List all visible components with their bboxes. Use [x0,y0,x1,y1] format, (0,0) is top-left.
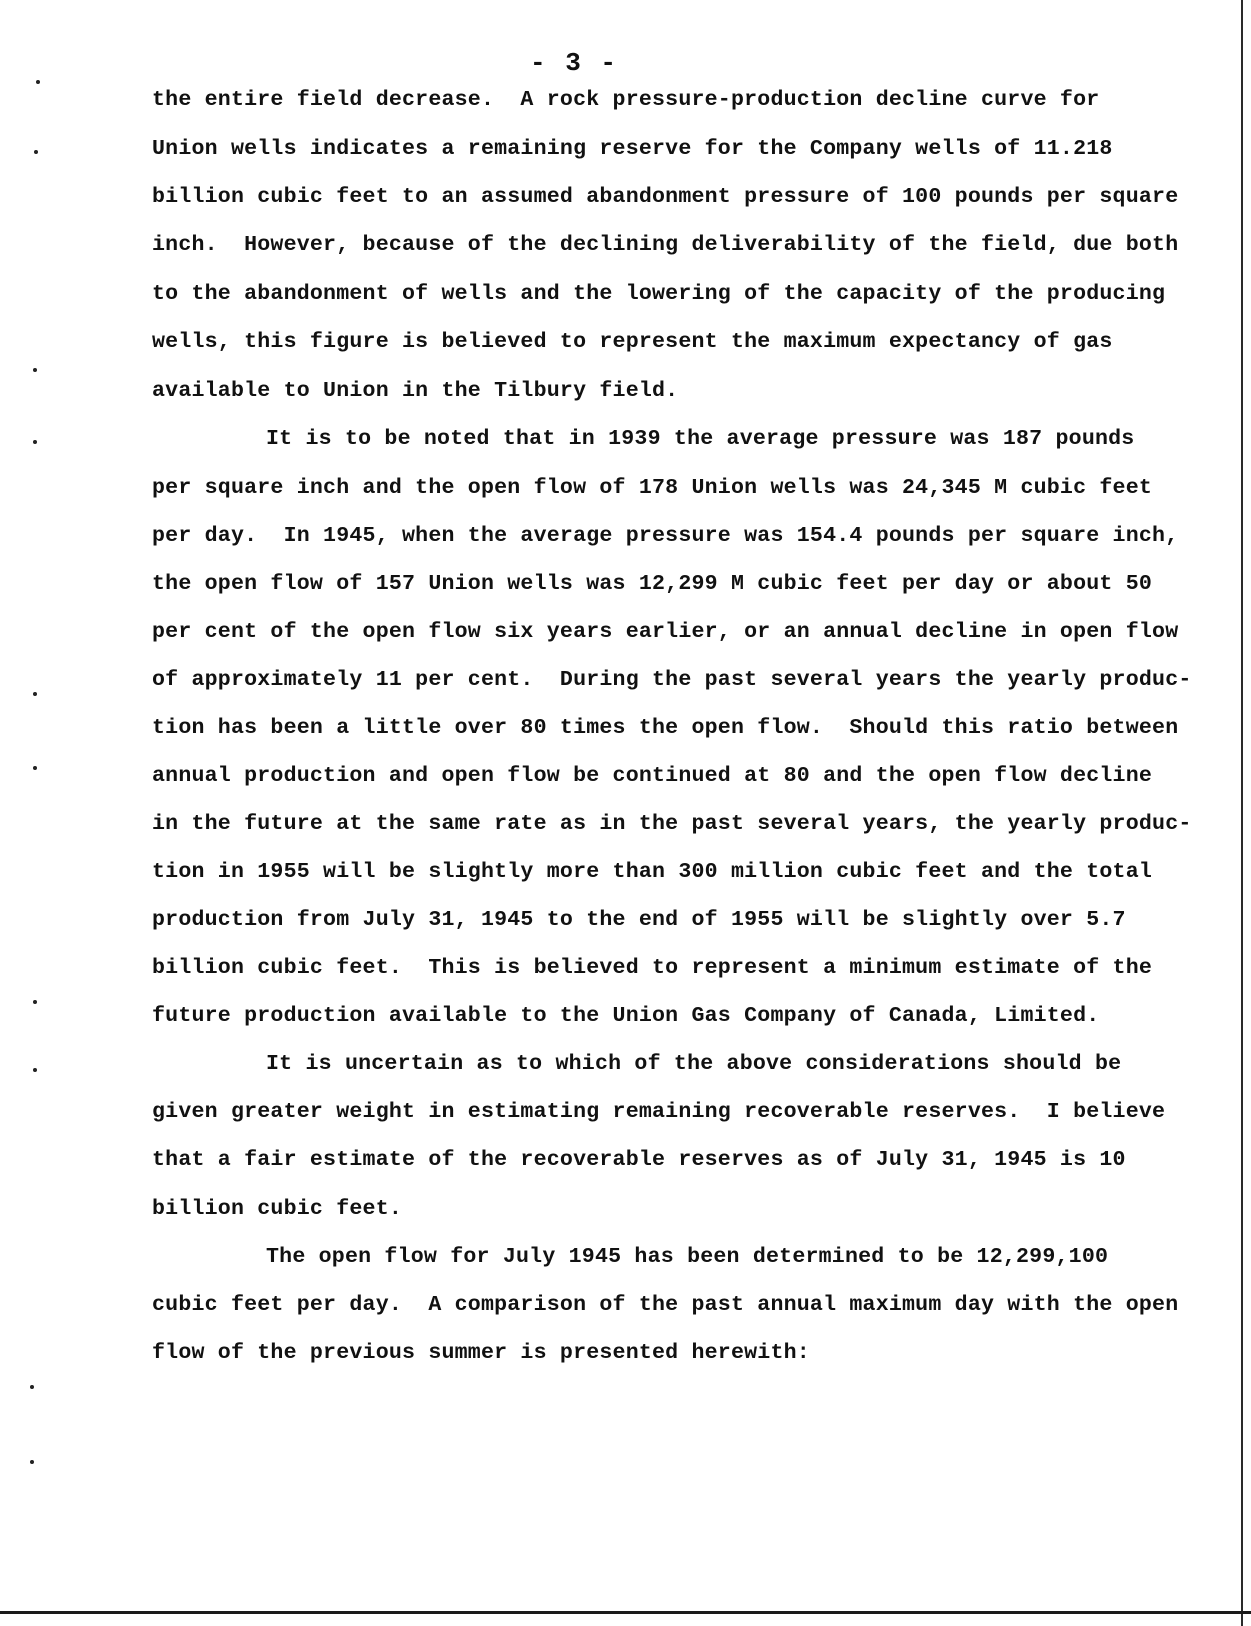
text-line: given greater weight in estimating remaining recoverable reserves. I believe [152,1100,1166,1124]
text-line: tion in 1955 will be slightly more than 300 million cubic feet and the total [152,860,1153,884]
margin-speck [33,766,37,770]
text-line: the open flow of 157 Union wells was 12,299 M cubic feet per day or about 50 [152,572,1153,596]
page-bottom-edge [0,1611,1251,1614]
text-line: to the abandonment of wells and the lowering of the capacity of the producing [152,282,1166,306]
text-line: Union wells indicates a remaining reserve for the Company wells of 11.218 [152,137,1113,161]
text-line: that a fair estimate of the recoverable reserves as of July 31, 1945 is 10 [152,1148,1126,1172]
margin-speck [30,1460,34,1464]
text-line: the entire field decrease. A rock pressure-production decline curve for [152,88,1100,112]
page-number: - 3 - [530,48,619,78]
margin-speck [34,150,38,154]
text-line: wells, this figure is believed to represent the maximum expectancy of gas [152,330,1113,354]
text-line: billion cubic feet to an assumed abandonment pressure of 100 pounds per square [152,185,1179,209]
text-line: production from July 31, 1945 to the end of 1955 will be slightly over 5.7 [152,908,1126,932]
margin-speck [33,368,37,372]
margin-speck [33,692,37,696]
text-line: per cent of the open flow six years earlier, or an annual decline in open flow [152,620,1179,644]
text-line: inch. However, because of the declining deliverability of the field, due both [152,233,1179,257]
margin-speck [33,1000,37,1004]
text-line: per square inch and the open flow of 178 Union wells was 24,345 M cubic feet [152,476,1153,500]
paragraph-start-line: It is uncertain as to which of the above considerations should be [266,1052,1122,1076]
text-line: cubic feet per day. A comparison of the past annual maximum day with the open [152,1293,1179,1317]
text-line: in the future at the same rate as in the past several years, the yearly produc- [152,812,1192,836]
text-line: tion has been a little over 80 times the open flow. Should this ratio between [152,716,1179,740]
text-line: annual production and open flow be continued at 80 and the open flow decline [152,764,1153,788]
paragraph-start-line: The open flow for July 1945 has been determined to be 12,299,100 [266,1245,1109,1269]
text-line: future production available to the Union Gas Company of Canada, Limited. [152,1004,1100,1028]
text-line: of approximately 11 per cent. During the past several years the yearly produc- [152,668,1192,692]
margin-speck [30,1385,34,1389]
margin-speck [36,80,40,84]
text-line: billion cubic feet. [152,1197,403,1221]
text-line: flow of the previous summer is presented herewith: [152,1341,810,1365]
text-line: per day. In 1945, when the average pressure was 154.4 pounds per square inch, [152,524,1179,548]
margin-speck [33,1068,37,1072]
text-line: billion cubic feet. This is believed to represent a minimum estimate of the [152,956,1153,980]
paragraph-start-line: It is to be noted that in 1939 the average pressure was 187 pounds [266,427,1135,451]
text-line: available to Union in the Tilbury field. [152,379,679,403]
margin-speck [33,440,37,444]
page-edge [1241,0,1243,1626]
